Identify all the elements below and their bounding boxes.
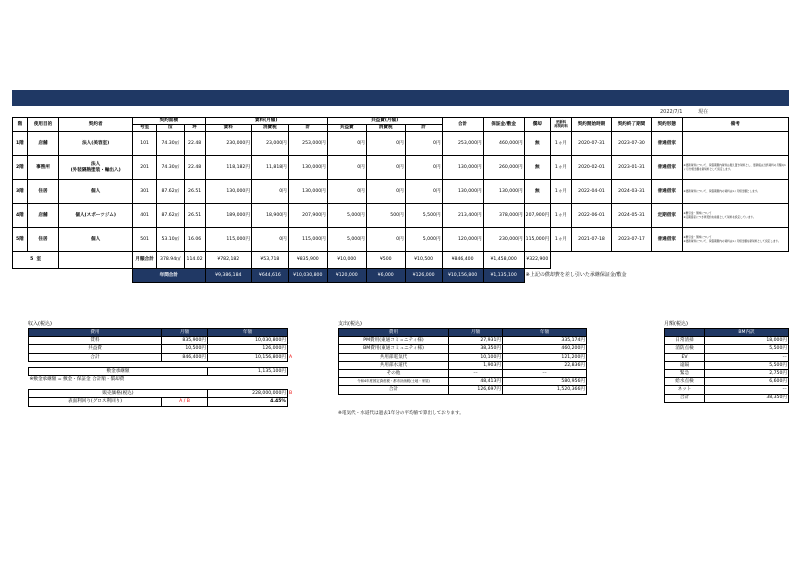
col-tenant: 契約者 [59, 118, 133, 132]
room-count [13, 252, 59, 269]
bm-value: 2,750円 [705, 369, 789, 377]
expense-month: 126,697円 [449, 386, 503, 394]
cell-rent: 130,000円 [205, 180, 251, 204]
cell-deposit: 260,000円 [483, 156, 524, 180]
table-row [13, 180, 789, 204]
expense-item: その他 [339, 369, 449, 377]
expense-year: 580,956円 [503, 378, 587, 386]
annual-common-total: ¥126,000 [405, 269, 442, 283]
total-common-tax: ¥500 [366, 252, 405, 269]
cell-use: 店舗 [27, 132, 59, 156]
cell-room: 101 [133, 132, 157, 156]
cell-renewal: 1ヵ月 [550, 132, 571, 156]
yield-value: 4.45% [208, 398, 288, 406]
cell-start: 2020-02-01 [572, 156, 612, 180]
bm-item: EV [665, 353, 705, 361]
annual-total-label: 年間合計 [133, 269, 206, 283]
cell-grand: 120,000円 [442, 228, 483, 252]
expense-month: ー [449, 369, 503, 377]
cell-start: 2022-06-01 [572, 204, 612, 228]
total-grand: ¥846,400 [442, 252, 483, 269]
cell-tsubo: 16.06 [184, 228, 205, 252]
cell-tenant: 個人 [59, 228, 133, 252]
col-area-group: 契約面積 [133, 118, 206, 125]
col-rent-group: 賃料(月額) [205, 118, 327, 125]
income-item: 賃料 [29, 337, 162, 345]
bm-title: 月額(税込) [664, 321, 688, 327]
cell-common: 0円 [327, 156, 366, 180]
cell-renewal: 1ヵ月 [550, 204, 571, 228]
cell-deposit: 130,000円 [483, 180, 524, 204]
cell-common: 0円 [327, 132, 366, 156]
expense-month: 1,903円 [449, 361, 503, 369]
cell-total: 207,900円 [288, 204, 327, 228]
cell-sqm: 53.10㎡ [157, 228, 184, 252]
cell-tsubo: 22.48 [184, 156, 205, 180]
cell-floor: 1階 [13, 132, 28, 156]
table-row [339, 345, 587, 353]
table-row [665, 386, 789, 394]
income-col-item: 費用 [29, 329, 162, 337]
deposit-row [29, 367, 298, 375]
cell-remarks: ※敷引金・償却について ※更新賃料について、貸借期間内の賃料は1ヶ月相当額を新賃料として設定します。 [682, 228, 788, 252]
cell-sqm: 87.62㎡ [157, 204, 184, 228]
income-month: 846,400円 [162, 353, 208, 361]
table-row [339, 353, 587, 361]
col-use: 使用目的 [27, 118, 59, 132]
expense-table [338, 328, 587, 395]
col-room: 号室 [133, 125, 157, 132]
income-item: 共益費 [29, 345, 162, 353]
cell-tenant: 個人 [59, 180, 133, 204]
income-mark-a: A [289, 354, 293, 360]
cell-use: 住居 [27, 180, 59, 204]
expense-item: 共用部水道代 [339, 361, 449, 369]
bm-item: 消防点検 [665, 345, 705, 353]
table-row [339, 386, 587, 394]
cell-total: 115,000円 [288, 228, 327, 252]
cell-amort: 無 [524, 156, 550, 180]
col-grand-total: 合計 [442, 118, 483, 132]
yield-formula: A / B [162, 398, 208, 406]
bm-item: ネット [665, 386, 705, 394]
expense-year: ー [503, 369, 587, 377]
table-row [339, 361, 587, 369]
cell-grand: 130,000円 [442, 156, 483, 180]
table-row [29, 345, 298, 353]
bm-value: ー [705, 386, 789, 394]
cell-start: 2020-07-31 [572, 132, 612, 156]
cell-grand: 253,000円 [442, 132, 483, 156]
bm-value: 38,350円 [705, 394, 789, 402]
cell-use: 事務所 [27, 156, 59, 180]
cell-sqm: 74.30㎡ [157, 132, 184, 156]
total-rent: ¥782,182 [205, 252, 251, 269]
bm-value: 5,500円 [705, 345, 789, 353]
cell-use: 店舗 [27, 204, 59, 228]
col-remarks: 備考 [682, 118, 788, 132]
annual-total: ¥10,030,800 [288, 269, 327, 283]
cell-total: 253,000円 [288, 132, 327, 156]
expense-title: 支出(税込) [338, 321, 362, 327]
cell-grand: 213,400円 [442, 204, 483, 228]
table-row [665, 353, 789, 361]
cell-tax: 0円 [251, 180, 288, 204]
expense-col-month: 月額 [449, 329, 503, 337]
header-banner [12, 90, 789, 106]
bm-value: ー [705, 353, 789, 361]
cell-room: 201 [133, 156, 157, 180]
cell-tax: 23,000円 [251, 132, 288, 156]
cell-amort: 無 [524, 132, 550, 156]
cell-floor: 4階 [13, 204, 28, 228]
cell-tax: 18,900円 [251, 204, 288, 228]
expense-year: 460,200円 [503, 345, 587, 353]
bm-col-head: BM内訳 [705, 329, 789, 337]
cell-rent: 230,000円 [205, 132, 251, 156]
table-row [29, 353, 298, 361]
cell-common: 5,000円 [327, 204, 366, 228]
total-tsubo: 114.02 [184, 252, 205, 269]
income-month: 10,500円 [162, 345, 208, 353]
total-sqm: 378.94㎡ [157, 252, 184, 269]
cell-end: 2023-01-31 [612, 156, 652, 180]
cell-renewal: 1ヵ月 [550, 180, 571, 204]
expense-item: PM費用(東通コミュニティ様) [339, 337, 449, 345]
total-amort: ¥322,900 [524, 252, 550, 269]
cell-tax: 0円 [251, 228, 288, 252]
cell-form: 普通借家 [652, 132, 683, 156]
monthly-total-row [13, 252, 789, 269]
expense-month: 27,931円 [449, 337, 503, 345]
price-label: 販売価格(税込) [29, 390, 208, 398]
annual-grand: ¥10,156,800 [442, 269, 483, 283]
cell-rent: 118,182円 [205, 156, 251, 180]
bm-item: 緊急 [665, 369, 705, 377]
cell-amort: 115,000円 [524, 228, 550, 252]
cell-end: 2024-03-31 [612, 180, 652, 204]
table-row [13, 156, 789, 180]
total-tax: ¥53,718 [251, 252, 288, 269]
cell-renewal: 1ヵ月 [550, 156, 571, 180]
col-deposit: 保証金/敷金 [483, 118, 524, 132]
price-row [29, 390, 298, 398]
bm-value: 18,000円 [705, 337, 789, 345]
bm-value: 6,600円 [705, 378, 789, 386]
room-count-value: 5 [30, 257, 34, 263]
cell-total: 130,000円 [288, 180, 327, 204]
col-renewal: 更新料 再契約料 [550, 118, 571, 132]
table-row [339, 369, 587, 377]
cell-common-tax: 500円 [366, 204, 405, 228]
as-of-date [660, 108, 722, 115]
table-row [13, 132, 789, 156]
expense-item: 合計 [339, 386, 449, 394]
expense-note: ※電気代・水道代は過去1年分の平均値で算出しております。 [338, 411, 464, 416]
annual-rent: ¥9,386,184 [205, 269, 251, 283]
total-common-total: ¥10,500 [405, 252, 442, 269]
annual-total-row [13, 269, 789, 283]
cell-room: 301 [133, 180, 157, 204]
income-col-year: 年額 [208, 329, 288, 337]
income-item: 合計 [29, 353, 162, 361]
annual-common: ¥120,000 [327, 269, 366, 283]
expense-item: 共用部電気代 [339, 353, 449, 361]
cell-common-total: 0円 [405, 156, 442, 180]
cell-floor: 5階 [13, 228, 28, 252]
deposit-value: 1,135,100円 [208, 367, 288, 375]
expense-year: 335,174円 [503, 337, 587, 345]
bm-item: 合計 [665, 394, 705, 402]
total-total: ¥835,900 [288, 252, 327, 269]
cell-form: 普通借家 [652, 228, 683, 252]
bm-item: 給水点検 [665, 378, 705, 386]
col-common: 共益費 [327, 125, 366, 132]
date-suffix: 現在 [698, 109, 709, 115]
col-floor: 階 [13, 118, 28, 132]
col-sqm: ㎡ [157, 125, 184, 132]
col-common-tax: 消費税 [366, 125, 405, 132]
cell-amort: 無 [524, 180, 550, 204]
expense-item: BM費用(東通コミュニティ様) [339, 345, 449, 353]
cell-deposit: 378,000円 [483, 204, 524, 228]
cell-common-tax: 0円 [366, 180, 405, 204]
cell-room: 501 [133, 228, 157, 252]
bm-col-item [665, 329, 705, 337]
annual-note: ※上記の償却費を差し引いた承継保証金/敷金 [524, 269, 788, 283]
bm-item: 日常清掃 [665, 337, 705, 345]
cell-renewal: 1ヵ月 [550, 228, 571, 252]
income-month: 835,900円 [162, 337, 208, 345]
cell-sqm: 74.30㎡ [157, 156, 184, 180]
cell-remarks: ※更新賃料について、貸借期間内の賃料は1ヶ月相当額とします。 [682, 180, 788, 204]
table-row [13, 228, 789, 252]
col-tsubo: 坪 [184, 125, 205, 132]
cell-tsubo: 26.51 [184, 180, 205, 204]
bm-table [664, 328, 789, 403]
cell-tsubo: 26.51 [184, 204, 205, 228]
cell-sqm: 87.62㎡ [157, 180, 184, 204]
deposit-note: ※敷金承継額 = 敷金・保証金 合計額 - 償却費 [29, 377, 125, 383]
income-col-month: 月額 [162, 329, 208, 337]
annual-tax: ¥644,616 [251, 269, 288, 283]
room-count-unit: 室 [36, 257, 42, 263]
expense-col-year: 年額 [503, 329, 587, 337]
cell-tenant: 法人(美容室) [59, 132, 133, 156]
cell-common: 5,000円 [327, 228, 366, 252]
expense-year: 1,520,366円 [503, 386, 587, 394]
col-form: 契約形態 [652, 118, 683, 132]
yield-row [29, 398, 298, 406]
table-row [13, 204, 789, 228]
income-year: 10,030,800円 [208, 337, 288, 345]
annual-common-tax: ¥6,000 [366, 269, 405, 283]
table-row [339, 378, 587, 386]
cell-common-tax: 0円 [366, 132, 405, 156]
price-mark-b: B [289, 391, 293, 397]
col-rent: 賃料 [205, 125, 251, 132]
cell-rent: 189,000円 [205, 204, 251, 228]
table-row [665, 369, 789, 377]
table-row [29, 337, 298, 345]
col-tax: 消費税 [251, 125, 288, 132]
monthly-total-label: 月額合計 [133, 252, 157, 269]
cell-remarks: ※敷引金・償却について ※定期借家につき再契約を前提として賃料を設定しています。 [682, 204, 788, 228]
col-common-total: 計 [405, 125, 442, 132]
table-row [665, 394, 789, 402]
expense-item: 令和4年度固定資産税・都市計画税(土地・家屋) [339, 378, 449, 386]
bm-item: 遠隔 [665, 361, 705, 369]
total-deposit: ¥1,458,000 [483, 252, 524, 269]
cell-tenant: 個人(スポーツジム) [59, 204, 133, 228]
cell-common-total: 5,000円 [405, 228, 442, 252]
cell-start: 2021-07-18 [572, 228, 612, 252]
cell-grand: 130,000円 [442, 180, 483, 204]
col-common-group: 共益費(月額) [327, 118, 442, 125]
cell-tax: 11,818円 [251, 156, 288, 180]
cell-room: 401 [133, 204, 157, 228]
cell-total: 130,000円 [288, 156, 327, 180]
cell-common-tax: 0円 [366, 156, 405, 180]
col-end: 契約終了期間 [612, 118, 652, 132]
price-value: 228,000,000円 [208, 390, 288, 398]
deposit-label: 敷金承継額 [29, 367, 208, 375]
cell-common-total: 5,500円 [405, 204, 442, 228]
cell-amort: 207,900円 [524, 204, 550, 228]
cell-common: 0円 [327, 180, 366, 204]
table-row [665, 337, 789, 345]
cell-use: 住居 [27, 228, 59, 252]
table-row [665, 378, 789, 386]
expense-month: 48,413円 [449, 378, 503, 386]
cell-common-total: 0円 [405, 180, 442, 204]
col-start: 契約開始時期 [572, 118, 612, 132]
expense-col-item: 費用 [339, 329, 449, 337]
income-year: 10,156,800円 [208, 353, 288, 361]
cell-floor: 2階 [13, 156, 28, 180]
cell-common-tax: 0円 [366, 228, 405, 252]
cell-rent: 115,000円 [205, 228, 251, 252]
yield-label: 表面利回り(グロス利回り) [29, 398, 162, 406]
cell-form: 定期借家 [652, 204, 683, 228]
bm-value: 5,500円 [705, 361, 789, 369]
cell-tenant: 法人 (外装隔熱塗装・輸出入) [59, 156, 133, 180]
cell-tsubo: 22.48 [184, 132, 205, 156]
expense-year: 121,200円 [503, 353, 587, 361]
table-row [665, 345, 789, 353]
table-row [339, 337, 587, 345]
table-row [665, 361, 789, 369]
cell-deposit: 230,000円 [483, 228, 524, 252]
expense-month: 38,350円 [449, 345, 503, 353]
cell-remarks [682, 132, 788, 156]
col-total: 計 [288, 125, 327, 132]
total-common: ¥10,000 [327, 252, 366, 269]
cell-start: 2022-04-01 [572, 180, 612, 204]
expense-month: 10,100円 [449, 353, 503, 361]
income-year: 126,000円 [208, 345, 288, 353]
cell-end: 2024-05-31 [612, 204, 652, 228]
col-amort: 償却 [524, 118, 550, 132]
cell-floor: 3階 [13, 180, 28, 204]
cell-end: 2023-07-30 [612, 132, 652, 156]
cell-form: 普通借家 [652, 180, 683, 204]
cell-remarks: ※更新賃料について、貸借期間内賃料は据え置き賃料とし、更新後は当該賃料の月額の1ヶ月分相当額を新賃料として設定します。 [682, 156, 788, 180]
cell-form: 普通借家 [652, 156, 683, 180]
expense-year: 22,836円 [503, 361, 587, 369]
annual-deposit: ¥1,135,100 [483, 269, 524, 283]
rent-roll-table [12, 117, 789, 283]
date-value: 2022/7/1 [660, 109, 683, 115]
income-table [28, 328, 298, 407]
cell-deposit: 460,000円 [483, 132, 524, 156]
income-title: 収入(税込) [28, 321, 52, 327]
cell-end: 2023-07-17 [612, 228, 652, 252]
cell-common-total: 0円 [405, 132, 442, 156]
